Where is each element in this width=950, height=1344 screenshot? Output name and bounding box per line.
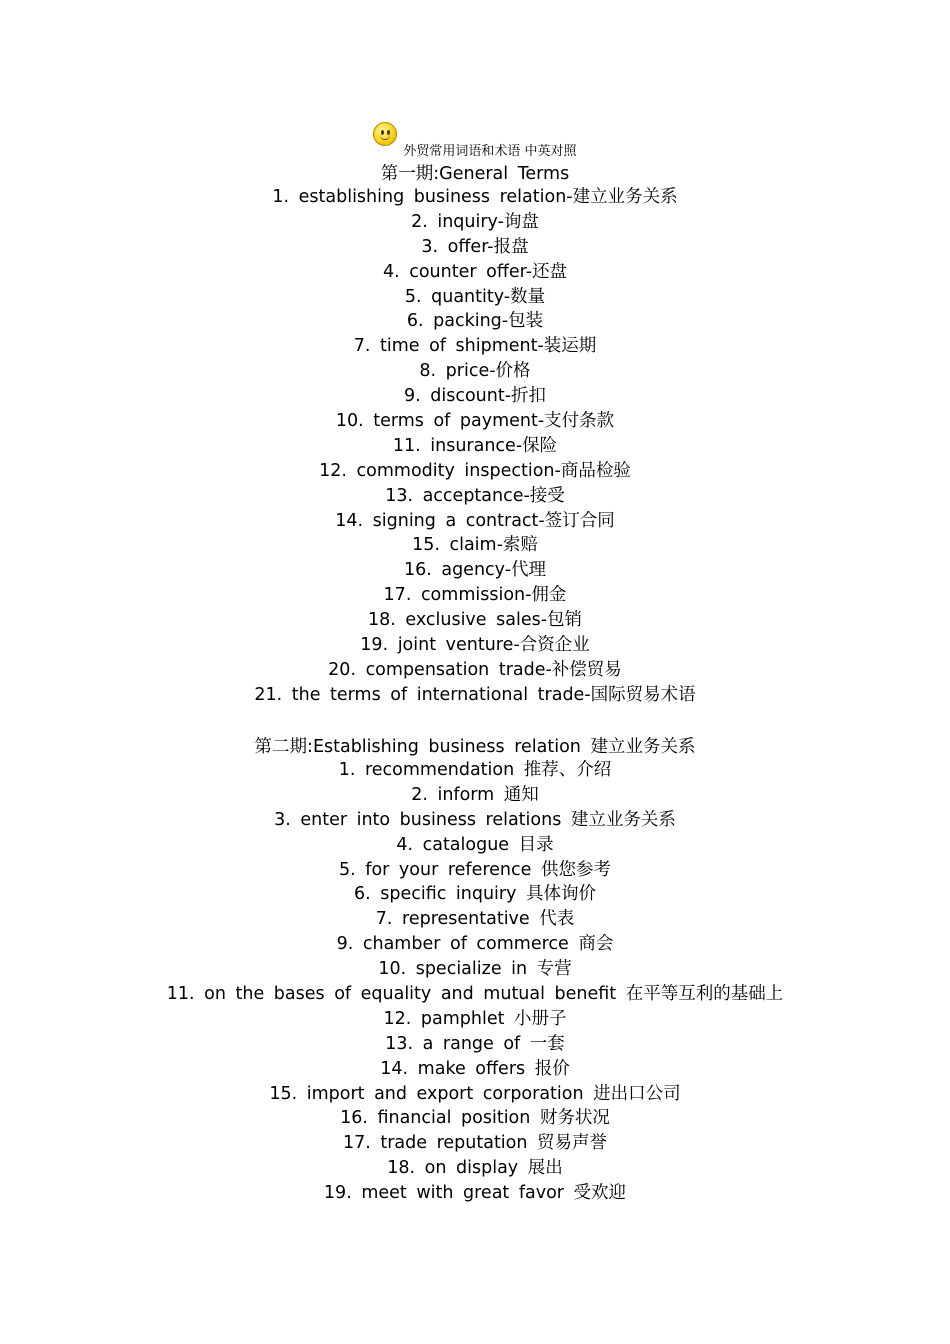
list-item: 7. time of shipment-装运期 (353, 336, 597, 357)
list-item: 10. terms of payment-支付条款 (335, 411, 615, 432)
list-item: 9. chamber of commerce 商会 (336, 934, 614, 955)
list-item: 10. specialize in 专营 (378, 959, 572, 980)
list-item: 2. inquiry-询盘 (411, 211, 539, 232)
list-item: 2. inform 通知 (411, 784, 539, 805)
list-item: 14. make offers 报价 (380, 1058, 570, 1079)
list-item: 20. compensation trade-补偿贸易 (328, 659, 622, 680)
list-item: 8. price-价格 (419, 361, 531, 382)
smiley-icon (373, 122, 397, 146)
list-item: 12. pamphlet 小册子 (383, 1008, 567, 1029)
document-header (0, 122, 950, 160)
list-item: 12. commodity inspection-商品检验 (319, 460, 631, 481)
list-item: 17. trade reputation 贸易声誉 (342, 1133, 608, 1154)
list-item: 5. for your reference 供您参考 (339, 859, 611, 880)
list-item: 4. counter offer-还盘 (382, 261, 568, 282)
section-establishing-business-relation (0, 736, 950, 1206)
list-item: 13. acceptance-接受 (385, 485, 565, 506)
list-item: 14. signing a contract-签订合同 (335, 510, 615, 531)
document-title: 外贸常用词语和术语 中英对照 (403, 144, 577, 159)
list-item: 1. recommendation 推荐、介绍 (338, 760, 612, 780)
list-item: 7. representative 代表 (375, 909, 575, 930)
list-item: 15. claim-索赔 (412, 535, 538, 556)
section-title: 第一期:General Terms (380, 164, 570, 184)
list-item: 19. meet with great favor 受欢迎 (323, 1183, 627, 1204)
list-item: 18. exclusive sales-包销 (367, 610, 583, 631)
list-item: 4. catalogue 目录 (396, 834, 554, 855)
list-item: 16. agency-代理 (403, 560, 547, 581)
list-item: 11. on the bases of equality and mutual benefit 在平等互利的基础上 (166, 984, 784, 1005)
list-item: 18. on display 展出 (387, 1158, 563, 1179)
list-item: 6. packing-包装 (406, 311, 544, 332)
list-item: 11. insurance-保险 (392, 435, 558, 456)
list-item: 3. enter into business relations 建立业务关系 (274, 809, 676, 830)
list-item: 21. the terms of international trade-国际贸易术语 (254, 684, 696, 705)
section-title: 第二期:Establishing business relation 建立业务关系 (254, 737, 696, 757)
list-item: 17. commission-佣金 (383, 585, 567, 606)
list-item: 19. joint venture-合资企业 (360, 635, 590, 656)
list-item: 16. financial position 财务状况 (340, 1108, 610, 1129)
list-item: 9. discount-折扣 (403, 386, 547, 407)
list-item: 6. specific inquiry 具体询价 (353, 884, 597, 905)
list-item: 13. a range of 一套 (385, 1033, 565, 1054)
list-item: 15. import and export corporation 进出口公司 (269, 1083, 681, 1104)
list-item: 3. offer-报盘 (421, 236, 529, 257)
list-item: 1. establishing business relation-建立业务关系 (272, 187, 678, 207)
list-item: 5. quantity-数量 (404, 286, 546, 307)
section-general-terms (0, 163, 950, 708)
